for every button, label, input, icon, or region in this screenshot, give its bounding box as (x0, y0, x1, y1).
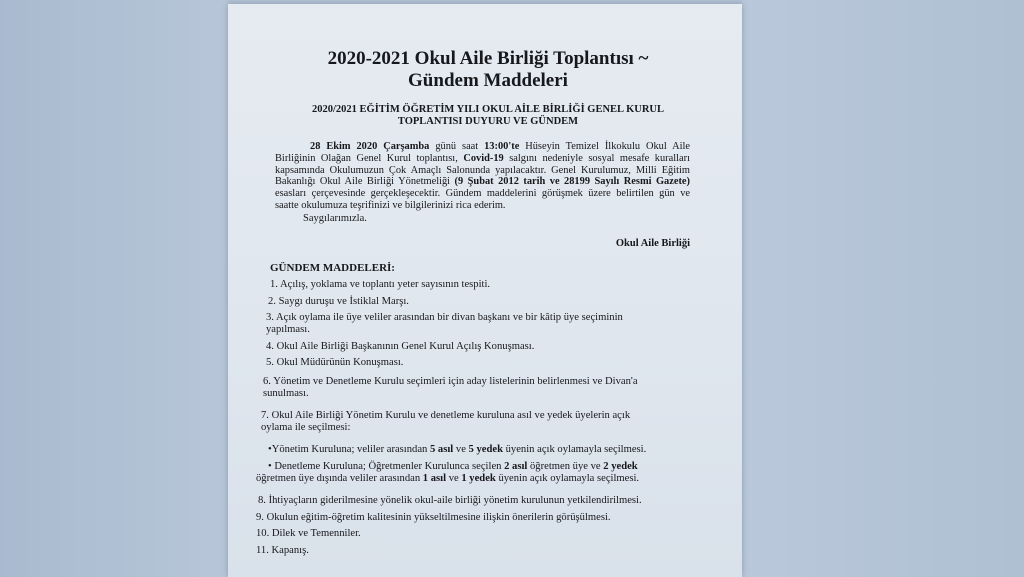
intro-text-3: salgını nedeniyle sosyal mesafe kuralları kapsamında Okulumuzun Çok Amaçlı Salonunda yapılacaktır. Genel Kurulumuz, Milli Eğitim Bakanlığı Okul Aile Birliği Yönetmeliği (275, 152, 690, 188)
agenda-item-4: 4. Okul Aile Birliği Başkanının Genel Kurul Açılış Konuşması. (266, 341, 535, 352)
meeting-date: 28 Ekim 2020 Çarşamba (310, 141, 430, 152)
agenda-item-7 (261, 410, 630, 434)
agenda-item-1: 1. Açılış, yoklama ve toplantı yeter sayısının tespiti. (270, 279, 491, 290)
agenda-item-7-line-2: oylama ile seçilmesi: (261, 422, 351, 433)
agenda-item-6 (263, 376, 638, 400)
bullet-2-bold-3: 1 asıl (422, 473, 447, 484)
bullet-1-text-1: •Yönetim Kuruluna; veliler arasından (268, 444, 430, 455)
title-line-2: Gündem Maddeleri (408, 70, 568, 91)
bullet-1-text-3: üyenin açık oylamayla seçilmesi. (502, 444, 647, 455)
bullet-2-bold-4: 1 yedek (461, 473, 496, 484)
agenda-item-5: 5. Okul Müdürünün Konuşması. (266, 357, 404, 368)
agenda-heading: GÜNDEM MADDELERİ: (270, 262, 395, 274)
bullet-2-text-1: • Denetleme Kuruluna; Öğretmenler Kurulunca seçilen (268, 461, 505, 472)
meeting-time: 13:00'te (484, 141, 520, 152)
agenda-item-8: 8. İhtiyaçların giderilmesine yönelik okul-aile birliği yönetim kurulunun yetkilendirilmesi. (258, 495, 642, 506)
bullet-1-bold-2: 5 yedek (468, 444, 503, 455)
bullet-2-text-5: üyenin açık oylamayla seçilmesi. (495, 473, 640, 484)
agenda-item-6-line-2: sunulması. (263, 388, 309, 399)
signature: Okul Aile Birliği (615, 238, 690, 249)
intro-text-1: günü saat (429, 141, 485, 152)
subtitle-line-1: 2020/2021 EĞİTİM ÖĞRETİM YILI OKUL AİLE BİRLİĞİ GENEL KURUL (311, 104, 665, 115)
bullet-2-bold-1: 2 asıl (504, 461, 528, 472)
agenda-item-6-line-1: 6. Yönetim ve Denetleme Kurulu seçimleri için aday listelerinin belirlenmesi ve Divan'a (263, 376, 638, 387)
document-subtitle (258, 104, 718, 128)
bullet-2-line-1 (268, 461, 639, 473)
subtitle-line-2: TOPLANTISI DUYURU VE GÜNDEM (397, 116, 579, 127)
covid-term: Covid-19 (463, 152, 504, 164)
bullet-2-line-2 (256, 473, 639, 485)
agenda-item-2: 2. Saygı duruşu ve İstiklal Marşı. (268, 296, 409, 307)
bullet-2-bold-2: 2 yedek (603, 461, 638, 472)
document-page (228, 4, 742, 577)
bullet-2-text-4: ve (446, 473, 462, 484)
agenda-item-9: 9. Okulun eğitim-öğretim kalitesinin yükseltilmesine ilişkin önerilerin görüşülmesi. (256, 512, 611, 523)
gazette-reference: (9 Şubat 2012 tarih ve 28199 Sayılı Resmi Gazete) (454, 176, 690, 188)
intro-text-2: Hüseyin Temizel İlkokulu Okul Aile Birliğinin Olağan Genel Kurul toplantısı, (275, 141, 690, 164)
intro-text-4: esasları çerçevesinde gerçekleşecektir. Gündem maddelerini görüşmek üzere belirtilen gün ve saatte okulumuza teşrifinizi ve bilgilerinizi rica ederim. (275, 188, 690, 211)
agenda-item-3-line-1: 3. Açık oylama ile üye veliler arasından bir divan başkanı ve bir kâtip üye seçiminin (266, 312, 623, 323)
title-line-1: 2020-2021 Okul Aile Birliği Toplantısı ~ (327, 48, 649, 69)
agenda-item-11: 11. Kapanış. (256, 545, 309, 556)
intro-paragraph (275, 141, 690, 212)
agenda-item-7-line-1: 7. Okul Aile Birliği Yönetim Kurulu ve denetleme kuruluna asıl ve yedek üyelerin açık (261, 410, 631, 421)
bullet-2-text-3: öğretmen üye dışında veliler arasından (256, 473, 423, 484)
regards-text: Saygılarımızla. (303, 213, 367, 224)
document-title (248, 48, 728, 92)
agenda-item-3 (266, 312, 623, 336)
agenda-item-10: 10. Dilek ve Temenniler. (256, 528, 361, 539)
background-left (0, 0, 228, 577)
agenda-bullet-yonetim (268, 444, 646, 456)
background-right (742, 0, 1024, 577)
bullet-1-text-2: ve (453, 444, 469, 455)
agenda-item-3-line-2: yapılması. (266, 324, 310, 335)
bullet-1-bold-1: 5 asıl (429, 444, 454, 455)
agenda-bullet-denetleme (256, 461, 640, 485)
bullet-2-text-2: öğretmen üye ve (527, 461, 604, 472)
